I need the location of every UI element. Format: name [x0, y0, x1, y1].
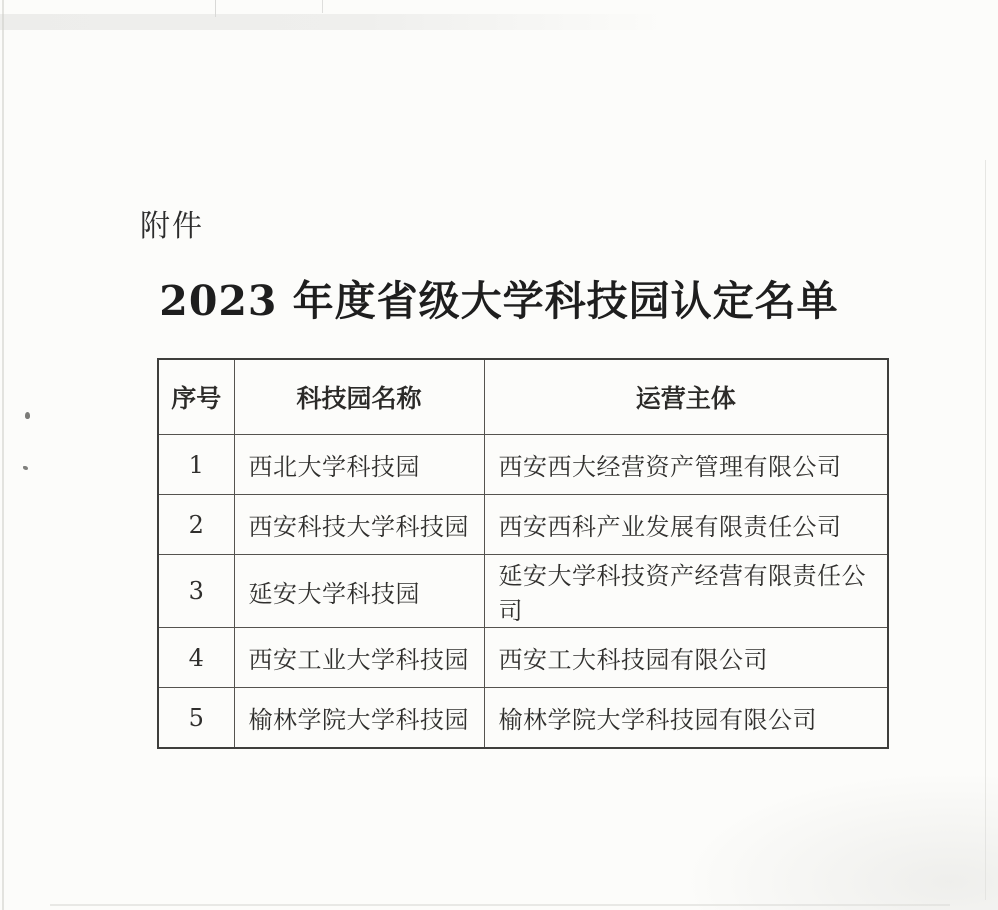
- attachment-label: 附件: [140, 210, 204, 243]
- science-park-table: [157, 358, 889, 749]
- cell-park-name: 西安科技大学科技园: [234, 495, 484, 555]
- scan-artifact-vertical-line: [215, 0, 216, 17]
- cell-serial-number: 1: [158, 435, 234, 495]
- cell-operator: 延安大学科技资产经营有限责任公司: [484, 555, 888, 628]
- cell-operator: 西安工大科技园有限公司: [484, 628, 888, 688]
- table-row: [158, 435, 888, 495]
- document-title: 2023 年度省级大学科技园认定名单: [159, 277, 839, 325]
- cell-park-name: 西北大学科技园: [234, 435, 484, 495]
- cell-serial-number: 3: [158, 555, 234, 628]
- scan-artifact-speck: [25, 412, 30, 419]
- table-header-row: [158, 359, 888, 435]
- cell-operator: 西安西科产业发展有限责任公司: [484, 495, 888, 555]
- cell-operator: 西安西大经营资产管理有限公司: [484, 435, 888, 495]
- header-serial-number: 序号: [158, 359, 234, 435]
- cell-serial-number: 2: [158, 495, 234, 555]
- header-operator: 运营主体: [484, 359, 888, 435]
- table-row: [158, 495, 888, 555]
- cell-serial-number: 5: [158, 688, 234, 749]
- scan-artifact-vertical-line: [322, 0, 323, 13]
- cell-park-name: 西安工业大学科技园: [234, 628, 484, 688]
- table-row: [158, 555, 888, 628]
- scan-artifact-corner-noise: [678, 770, 998, 910]
- cell-serial-number: 4: [158, 628, 234, 688]
- table-row: [158, 688, 888, 749]
- cell-operator: 榆林学院大学科技园有限公司: [484, 688, 888, 749]
- scan-artifact-speck: [23, 466, 28, 470]
- scan-artifact-top-band: [0, 14, 668, 30]
- cell-park-name: 榆林学院大学科技园: [234, 688, 484, 749]
- cell-park-name: 延安大学科技园: [234, 555, 484, 628]
- table-row: [158, 628, 888, 688]
- scan-artifact-left-edge: [2, 0, 4, 910]
- header-park-name: 科技园名称: [234, 359, 484, 435]
